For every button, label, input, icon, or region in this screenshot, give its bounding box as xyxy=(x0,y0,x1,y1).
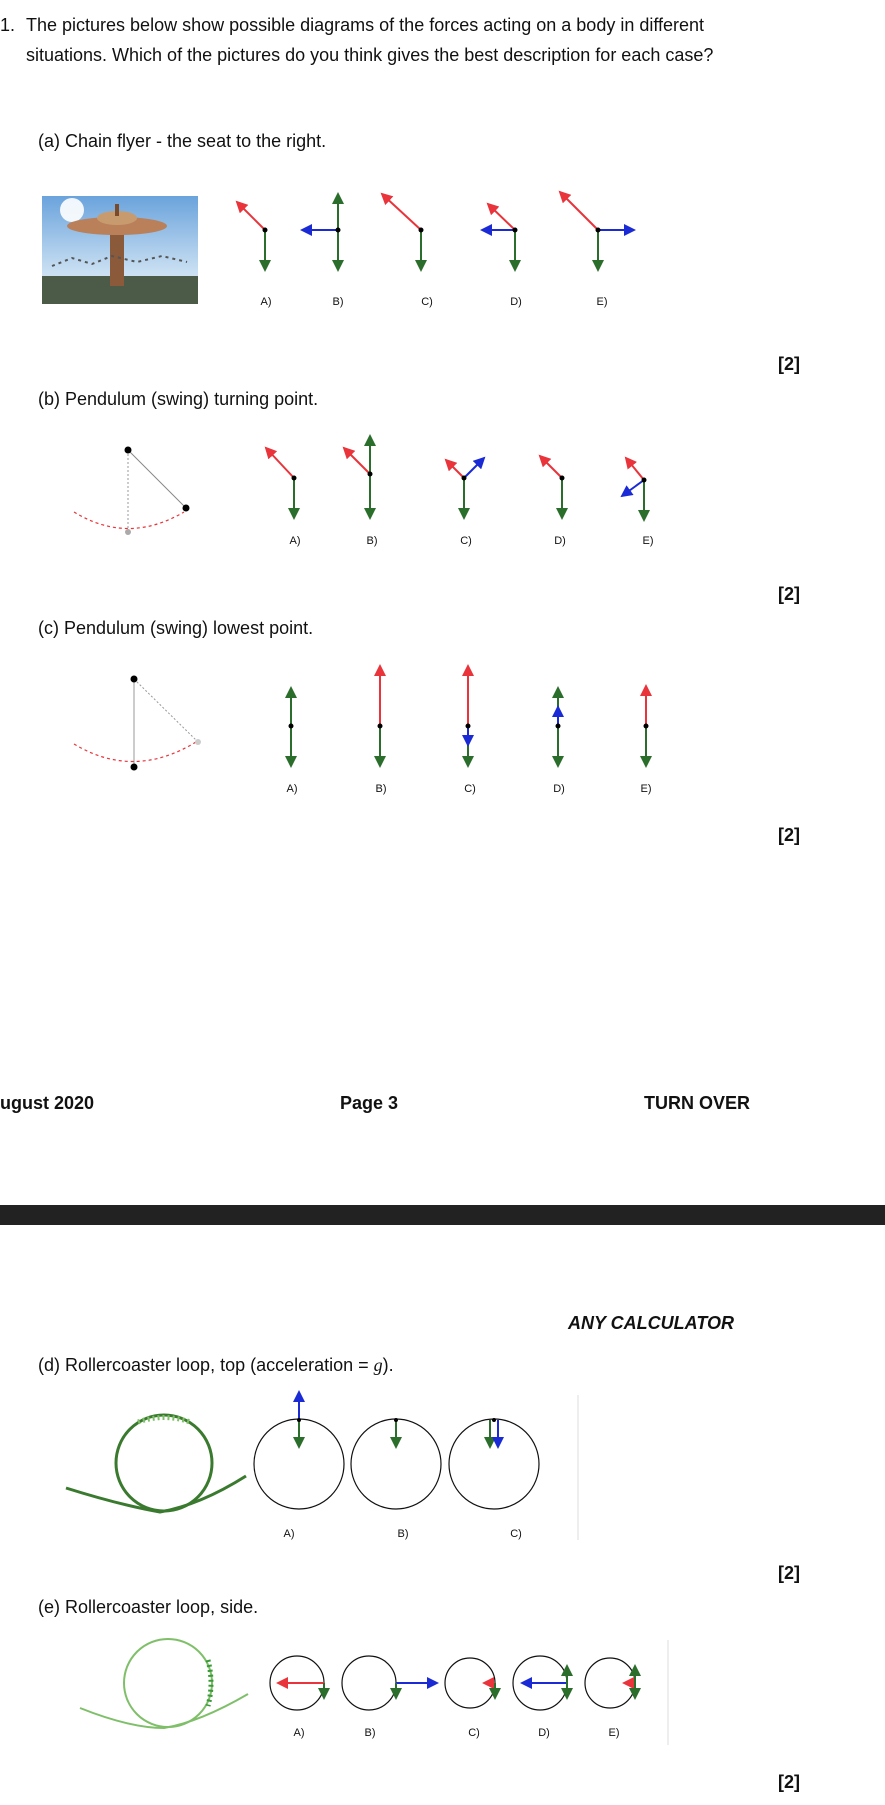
option-a-label: A) xyxy=(283,1528,295,1540)
option-b-label: B) xyxy=(375,783,387,795)
part-c-marks: [2] xyxy=(778,825,800,845)
option-e-label: E) xyxy=(640,783,652,795)
part-a-marks: [2] xyxy=(778,354,800,374)
option-b-label: B) xyxy=(364,1727,376,1739)
rollercoaster-side-illustration xyxy=(80,1639,248,1728)
option-e-c-diagram xyxy=(445,1658,495,1708)
option-e-label: E) xyxy=(608,1727,620,1739)
part-c-label: (c) Pendulum (swing) lowest point. xyxy=(38,618,314,638)
part-d-label: (d) Rollercoaster loop, top (acceleration = g). xyxy=(38,1355,394,1375)
option-c-label: C) xyxy=(510,1528,522,1540)
part-d-marks: [2] xyxy=(778,1563,800,1583)
option-b-label: B) xyxy=(332,296,344,308)
option-d-label: D) xyxy=(510,296,522,308)
footer-turn-over: TURN OVER xyxy=(644,1093,751,1113)
option-d-label: D) xyxy=(553,783,565,795)
footer-date: ugust 2020 xyxy=(0,1093,95,1113)
option-a-label: A) xyxy=(286,783,298,795)
part-a-label: (a) Chain flyer - the seat to the right. xyxy=(38,131,327,151)
option-c-label: C) xyxy=(468,1727,480,1739)
question-number: 1. xyxy=(0,15,16,35)
footer-page-number: Page 3 xyxy=(340,1093,399,1113)
option-e-d-diagram xyxy=(513,1656,567,1710)
option-a-label: A) xyxy=(293,1727,305,1739)
option-c-label: C) xyxy=(460,535,472,547)
option-c-label: C) xyxy=(421,296,433,308)
option-e-a-diagram xyxy=(270,1656,324,1710)
option-d-label: D) xyxy=(554,535,566,547)
part-b-label: (b) Pendulum (swing) turning point. xyxy=(38,389,319,409)
option-e-label: E) xyxy=(596,296,608,308)
option-a-label: A) xyxy=(260,296,272,308)
option-a-label: A) xyxy=(289,535,301,547)
option-b-label: B) xyxy=(397,1528,409,1540)
option-b-label: B) xyxy=(366,535,378,547)
part-e-label: (e) Rollercoaster loop, side. xyxy=(38,1597,259,1617)
option-c-label: C) xyxy=(464,783,476,795)
option-e-b-diagram xyxy=(342,1656,437,1710)
part-b-marks: [2] xyxy=(778,584,800,604)
question-body: The pictures below show possible diagrams of the forces acting on a body in different situations. Which of the pictures do you think gives the best description for each case? xyxy=(26,15,714,65)
option-d-label: D) xyxy=(538,1727,550,1739)
option-e-label: E) xyxy=(642,535,654,547)
calculator-header: ANY CALCULATOR xyxy=(568,1313,734,1333)
option-e-e-diagram xyxy=(585,1658,635,1708)
part-e-marks: [2] xyxy=(778,1772,800,1792)
